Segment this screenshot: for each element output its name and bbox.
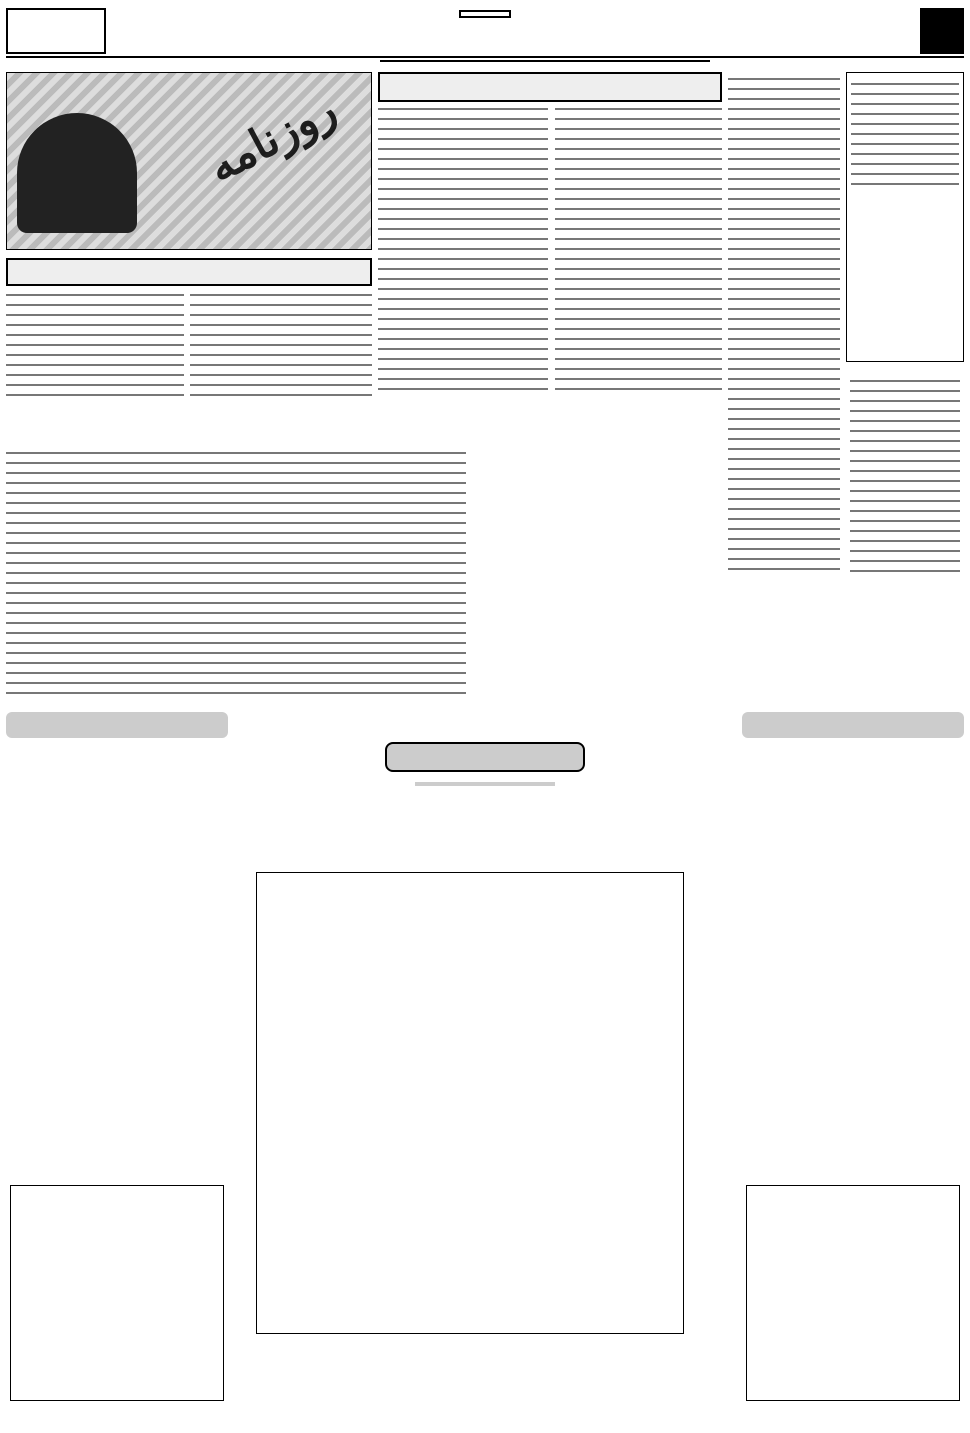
side-headline xyxy=(6,258,372,286)
special-clues-box xyxy=(6,712,228,1427)
main-headline xyxy=(378,72,722,102)
row-numbers xyxy=(690,872,720,1334)
page-number xyxy=(920,8,964,54)
header-rule xyxy=(6,56,964,58)
masthead xyxy=(6,8,964,58)
critique-lines xyxy=(851,83,959,193)
economy-column xyxy=(728,72,840,704)
newspaper-logo xyxy=(6,8,106,54)
reader-silhouette-icon xyxy=(17,113,137,233)
newspapers-photo xyxy=(6,72,372,250)
photo-stamp-icon: روزنامه xyxy=(200,83,345,194)
special-clues-list xyxy=(6,738,228,746)
critique-box xyxy=(846,72,964,362)
scenario-headline xyxy=(600,452,720,702)
embassy-lines xyxy=(850,380,960,580)
scenario-body xyxy=(6,452,594,702)
crossword-section xyxy=(6,712,964,1427)
special-solution-grid xyxy=(10,1185,224,1401)
main-col-2 xyxy=(378,106,548,440)
normal-solution-grid xyxy=(746,1185,960,1401)
scenario-lines xyxy=(6,452,466,702)
crossword-grid xyxy=(256,872,684,1334)
side-col-1 xyxy=(190,292,372,442)
side-col-2 xyxy=(6,292,184,442)
section-title xyxy=(459,10,511,18)
economy-lines xyxy=(728,78,840,578)
crossword-center xyxy=(242,712,728,1427)
side-col-2-lines xyxy=(6,294,184,404)
crossword-issue xyxy=(415,782,555,786)
main-col-1 xyxy=(555,106,722,440)
normal-clues-list xyxy=(742,738,964,746)
normal-clues-box xyxy=(742,712,964,1427)
main-col-1-lines xyxy=(555,108,722,398)
crossword-title xyxy=(385,742,585,772)
side-col-1-lines xyxy=(190,294,372,404)
embassy-box xyxy=(846,370,964,704)
subtitle-bar xyxy=(380,60,710,62)
special-clues-head xyxy=(6,712,228,738)
main-col-2-lines xyxy=(378,108,548,398)
normal-clues-head xyxy=(742,712,964,738)
